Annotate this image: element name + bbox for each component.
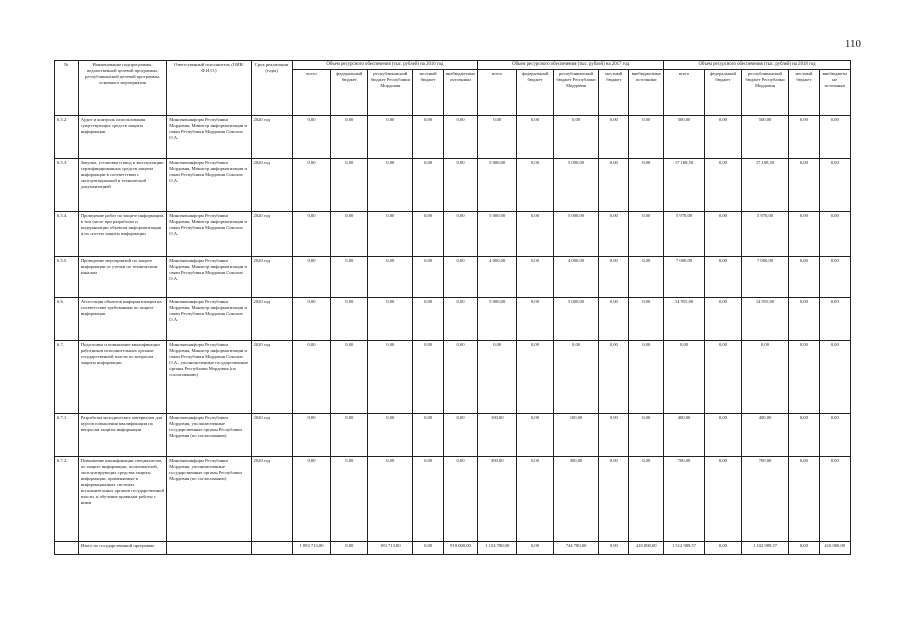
- table-row: [55, 159, 851, 212]
- row-value: 14 955,00: [741, 298, 789, 341]
- total-value: 183 713,80: [368, 542, 413, 555]
- row-value: 0,00: [819, 414, 851, 457]
- row-value: 0,00: [819, 159, 851, 212]
- row-value: 0,00: [368, 159, 413, 212]
- row-value: 0,00: [517, 257, 554, 298]
- row-value: 0,00: [292, 298, 331, 341]
- row-name: Аттестация объектов информатизации на соответствие требованиям по защите информации: [78, 298, 167, 341]
- row-executor: Минсвязьинформ Республики Мордовия, Министр информатизации и связи Республики Мордовия Соколов О.А.: [167, 116, 251, 159]
- row-value: 100,00: [478, 414, 517, 457]
- row-value: 0,00: [517, 298, 554, 341]
- row-value: 0,00: [517, 457, 554, 542]
- total-value: 0,00: [705, 542, 742, 555]
- row-number: 6.5.5.: [55, 257, 79, 298]
- row-value: 0,00: [599, 257, 629, 298]
- row-value: 0,00: [368, 298, 413, 341]
- row-term: 2020 год: [251, 257, 292, 298]
- row-value: 0,00: [705, 457, 742, 542]
- row-name: Разработка методических материалов для курсов повышения квалификации по вопросам защиты информации: [78, 414, 167, 457]
- row-value: 17 168,50: [741, 159, 789, 212]
- row-value: 0,00: [443, 341, 478, 414]
- header-sub-extra: внебюджетные источники: [819, 70, 851, 116]
- total-value: 910 000,00: [443, 542, 478, 555]
- header-group-row: [55, 61, 851, 70]
- row-value: 7 000,00: [741, 257, 789, 298]
- row-value: 0,00: [292, 159, 331, 212]
- page-number: 110: [844, 38, 861, 50]
- row-value: 5 000,00: [478, 159, 517, 212]
- row-value: 0,00: [368, 212, 413, 257]
- table-body: [55, 116, 851, 555]
- row-value: 0,00: [413, 159, 443, 212]
- header-sub-federal: федеральный бюджет: [705, 70, 742, 116]
- header-group-2017: Объем ресурсного обеспечения (тыс. рублей) на 2017 год: [478, 61, 664, 70]
- header-sub-republic: республиканский бюджет Республики Мордовия: [368, 70, 413, 116]
- row-value: 0,00: [819, 257, 851, 298]
- row-number: 6.5.3.: [55, 159, 79, 212]
- row-value: 0,00: [368, 341, 413, 414]
- row-value: 0,00: [629, 457, 664, 542]
- row-number: 6.7.: [55, 341, 79, 414]
- table-row: [55, 116, 851, 159]
- header-sub-local: местный бюджет: [599, 70, 629, 116]
- row-value: 0,00: [517, 414, 554, 457]
- total-value: 0,00: [789, 542, 819, 555]
- row-term: 2020 год: [251, 414, 292, 457]
- row-value: 0,00: [629, 341, 664, 414]
- row-value: 0,00: [368, 414, 413, 457]
- row-value: 0,00: [629, 212, 664, 257]
- row-value: 0,00: [741, 341, 789, 414]
- row-value: 0,00: [819, 341, 851, 414]
- row-name: Проведение мероприятий по защите информации от утечки по техническим каналам: [78, 257, 167, 298]
- row-value: 0,00: [819, 298, 851, 341]
- row-value: 5 000,00: [553, 159, 598, 212]
- row-value: 0,00: [413, 457, 443, 542]
- header-sub-total: всего: [292, 70, 331, 116]
- total-value: 0,00: [517, 542, 554, 555]
- row-value: 0,00: [599, 116, 629, 159]
- row-name: Проведение работ по защите информации, в том числе при разработке и модернизации объектов информатизации и их систем защиты информации: [78, 212, 167, 257]
- row-term: 2020 год: [251, 212, 292, 257]
- row-value: 0,00: [599, 414, 629, 457]
- row-value: 0,00: [413, 212, 443, 257]
- header-sub-extra: внебюджетные источники: [443, 70, 478, 116]
- row-value: 0,00: [629, 159, 664, 212]
- total-value: 1 093 713,80: [292, 542, 331, 555]
- row-value: 0,00: [368, 257, 413, 298]
- table-row: [55, 457, 851, 542]
- total-value: 1 512 989,57: [664, 542, 705, 555]
- total-value: 0,00: [413, 542, 443, 555]
- table-row: [55, 212, 851, 257]
- row-name: Аудит и контроль использования существующих средств защиты информации: [78, 116, 167, 159]
- row-name: Подготовка и повышение квалификации работников исполнительных органов государственной власти по вопросам защиты информации: [78, 341, 167, 414]
- row-executor: Минсвязьинформ Республики Мордовия, Министр информатизации и связи Республики Мордовия Соколов О.А.: [167, 257, 251, 298]
- row-executor: Минсвязьинформ Республики Мордовия, Министр информатизации и связи Республики Мордовия Соколов О.А.: [167, 159, 251, 212]
- header-executor: Ответственный исполнитель (ОИВ/Ф.И.О.): [167, 61, 251, 116]
- row-name: Повышение квалификации специалистов по защите информации, пользователей, эксплуатирующих средства защиты информации, применяемые в информационных системах исполнительных органов государственной власти, и обучение правилам работы с ними: [78, 457, 167, 542]
- row-value: 0,00: [789, 414, 819, 457]
- header-group-2018: Объем ресурсного обеспечения (тыс. рублей) на 2018 год: [664, 61, 851, 70]
- row-value: 0,00: [599, 341, 629, 414]
- row-executor: Минсвязьинформ Республики Мордовия, Министр информатизации и связи Республики Мордовия Соколов О.А.: [167, 298, 251, 341]
- row-value: 0,00: [789, 159, 819, 212]
- row-value: 0,00: [819, 116, 851, 159]
- document-body: [54, 60, 851, 555]
- row-value: 0,00: [413, 298, 443, 341]
- row-executor: Минсвязьинформ Республики Мордовия, уполномоченные государственные органы Республики Мордовия (по согласованию): [167, 457, 251, 542]
- row-number: 6.5.2.: [55, 116, 79, 159]
- row-value: 0,00: [789, 257, 819, 298]
- header-sub-federal: федеральный бюджет: [331, 70, 368, 116]
- total-value: 410 000,00: [629, 542, 664, 555]
- row-value: 0,00: [599, 212, 629, 257]
- row-number: 6.5.4.: [55, 212, 79, 257]
- row-value: 5 970,00: [741, 212, 789, 257]
- header-sub-extra: внебюджетные источники: [629, 70, 664, 116]
- row-value: 0,00: [478, 341, 517, 414]
- row-name: Закупка, установка и ввод в эксплуатацию сертифицированных средств защиты информации в соответствии с эксплуатационной и технической документацией: [78, 159, 167, 212]
- row-value: 7 000,00: [664, 257, 705, 298]
- row-value: 0,00: [705, 159, 742, 212]
- row-value: 0,00: [413, 341, 443, 414]
- header-sub-republic: республиканский бюджет Республики Мордовия: [741, 70, 789, 116]
- total-row: [55, 542, 851, 555]
- row-value: 300,00: [478, 457, 517, 542]
- row-value: 0,00: [819, 212, 851, 257]
- row-value: 5 000,00: [478, 298, 517, 341]
- row-value: 0,00: [331, 457, 368, 542]
- row-value: 700,00: [741, 457, 789, 542]
- row-value: 14 955,00: [664, 298, 705, 341]
- row-value: 0,00: [292, 341, 331, 414]
- header-sub-republic: республиканский бюджет Республики Мордовия: [553, 70, 598, 116]
- total-value: 0,00: [331, 542, 368, 555]
- total-label: Итого по государственной программе: [78, 542, 167, 555]
- row-value: 0,00: [629, 257, 664, 298]
- header-no: №: [55, 61, 79, 116]
- row-value: 5 000,00: [478, 212, 517, 257]
- total-empty: [251, 542, 292, 555]
- row-value: 0,00: [789, 116, 819, 159]
- row-value: 0,00: [705, 414, 742, 457]
- row-value: 0,00: [443, 298, 478, 341]
- total-empty: [167, 542, 251, 555]
- row-number: 6.7.2.: [55, 457, 79, 542]
- row-value: 0,00: [292, 212, 331, 257]
- table-row: [55, 414, 851, 457]
- row-value: 0,00: [331, 116, 368, 159]
- row-value: 0,00: [413, 257, 443, 298]
- row-value: 0,00: [478, 116, 517, 159]
- row-value: 4 000,00: [553, 257, 598, 298]
- row-value: 0,00: [789, 457, 819, 542]
- row-number: 6.6.: [55, 298, 79, 341]
- row-value: 0,00: [789, 298, 819, 341]
- row-value: 0,00: [553, 341, 598, 414]
- header-sub-local: местный бюджет: [789, 70, 819, 116]
- header-sub-local: местный бюджет: [413, 70, 443, 116]
- row-value: 0,00: [664, 341, 705, 414]
- row-value: 0,00: [629, 116, 664, 159]
- row-value: 0,00: [599, 298, 629, 341]
- table-row: [55, 298, 851, 341]
- row-executor: Минсвязьинформ Республики Мордовия, Министр информатизации и связи Республики Мордовия Соколов О.А.: [167, 212, 251, 257]
- row-value: 0,00: [443, 159, 478, 212]
- row-value: 0,00: [443, 457, 478, 542]
- row-term: 2020 год: [251, 457, 292, 542]
- total-value: 1 102 989,57: [741, 542, 789, 555]
- row-executor: Минсвязьинформ Республики Мордовия, уполномоченные государственные органы Республики Мордовия (по согласованию): [167, 414, 251, 457]
- row-value: 0,00: [705, 212, 742, 257]
- row-value: 0,00: [517, 116, 554, 159]
- header-group-2016: Объем ресурсного обеспечения (тыс. рублей) на 2016 год: [292, 61, 478, 70]
- row-value: 0,00: [368, 116, 413, 159]
- row-value: 400,00: [664, 414, 705, 457]
- row-value: 0,00: [413, 414, 443, 457]
- row-value: 0,00: [413, 116, 443, 159]
- row-value: 0,00: [599, 159, 629, 212]
- row-value: 0,00: [443, 212, 478, 257]
- header-sub-federal: федеральный бюджет: [517, 70, 554, 116]
- row-value: 0,00: [443, 116, 478, 159]
- resource-table: [54, 60, 851, 555]
- total-value: 1 154 780,00: [478, 542, 517, 555]
- row-value: 0,00: [443, 414, 478, 457]
- row-number: 6.7.1.: [55, 414, 79, 457]
- row-value: 0,00: [705, 298, 742, 341]
- row-value: 0,00: [553, 116, 598, 159]
- row-value: 100,00: [553, 414, 598, 457]
- row-value: 0,00: [629, 414, 664, 457]
- row-term: 2020 год: [251, 159, 292, 212]
- row-value: 500,00: [741, 116, 789, 159]
- row-value: 700,00: [664, 457, 705, 542]
- row-value: 0,00: [368, 457, 413, 542]
- row-value: 0,00: [517, 159, 554, 212]
- row-term: 2020 год: [251, 298, 292, 341]
- row-value: 0,00: [331, 212, 368, 257]
- row-value: 0,00: [517, 212, 554, 257]
- row-value: 0,00: [789, 341, 819, 414]
- row-value: 0,00: [331, 257, 368, 298]
- table-row: [55, 341, 851, 414]
- row-value: 0,00: [443, 257, 478, 298]
- row-value: 400,00: [741, 414, 789, 457]
- row-value: 0,00: [292, 457, 331, 542]
- row-value: 0,00: [629, 298, 664, 341]
- total-value: 410 000,00: [819, 542, 851, 555]
- row-value: 500,00: [664, 116, 705, 159]
- total-empty: [55, 542, 79, 555]
- row-value: 300,00: [553, 457, 598, 542]
- row-value: 0,00: [292, 257, 331, 298]
- row-term: 2020 год: [251, 116, 292, 159]
- total-value: 0,00: [599, 542, 629, 555]
- header-name: Наименование подпрограммы, ведомственной целевой программы, республиканской целевой программы, основного мероприятия: [78, 61, 167, 116]
- row-value: 0,00: [517, 341, 554, 414]
- row-value: 0,00: [292, 116, 331, 159]
- row-value: 0,00: [705, 257, 742, 298]
- row-value: 0,00: [292, 414, 331, 457]
- row-executor: Минсвязьинформ Республики Мордовия, Министр информатизации и связи Республики Мордовия Соколов О.А., уполномоченные государственные органы Республики Мордовия (по согласованию): [167, 341, 251, 414]
- row-value: 4 000,00: [478, 257, 517, 298]
- row-value: 0,00: [789, 212, 819, 257]
- row-value: 0,00: [705, 341, 742, 414]
- row-value: 0,00: [331, 414, 368, 457]
- row-value: 5 970,00: [664, 212, 705, 257]
- row-value: 0,00: [599, 457, 629, 542]
- total-value: 744 780,00: [553, 542, 598, 555]
- row-term: 2020 год: [251, 341, 292, 414]
- header-sub-total: всего: [664, 70, 705, 116]
- row-value: 5 000,00: [553, 212, 598, 257]
- row-value: 0,00: [705, 116, 742, 159]
- header-sub-total: всего: [478, 70, 517, 116]
- row-value: 0,00: [331, 341, 368, 414]
- row-value: 0,00: [331, 159, 368, 212]
- row-value: 0,00: [331, 298, 368, 341]
- header-term: Срок реализации (годы): [251, 61, 292, 116]
- row-value: 5 000,00: [553, 298, 598, 341]
- row-value: 0,00: [819, 457, 851, 542]
- row-value: 17 168,50: [664, 159, 705, 212]
- table-row: [55, 257, 851, 298]
